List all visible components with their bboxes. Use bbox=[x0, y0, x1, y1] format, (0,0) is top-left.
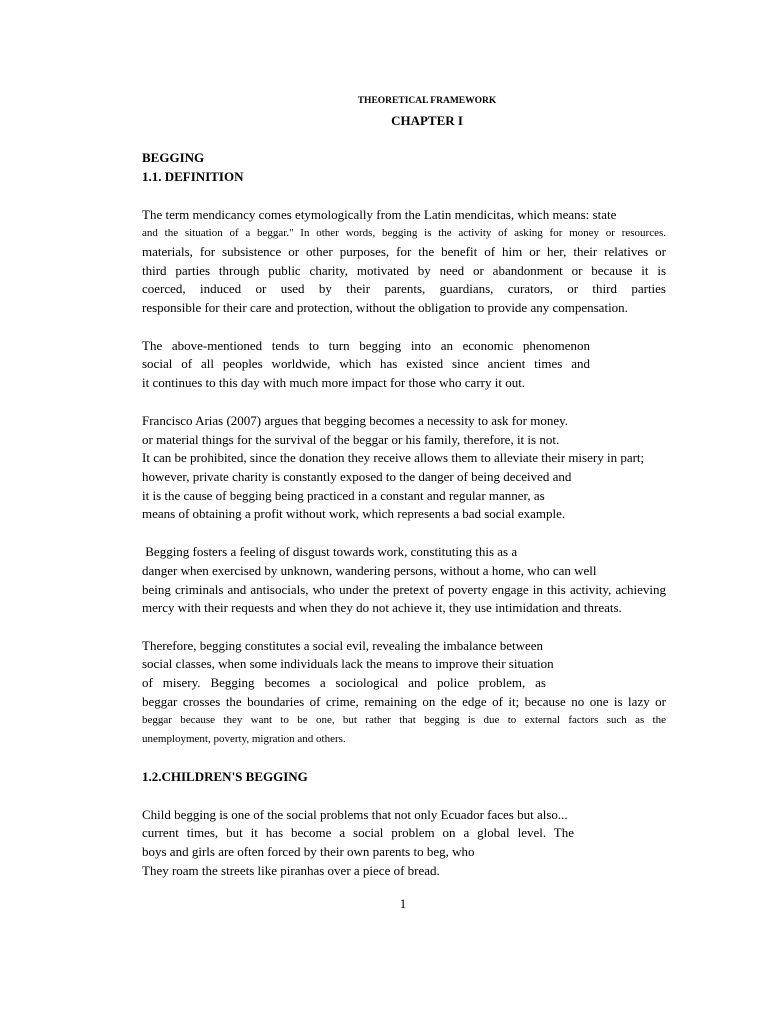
text-line: coerced, induced or used by their parents, guardians, curators, or third parties bbox=[142, 281, 666, 296]
text-line: responsible for their care and protection, without the obligation to provide any compensation. bbox=[142, 300, 628, 315]
text-line: danger when exercised by unknown, wandering persons, without a home, who can well bbox=[142, 563, 597, 578]
text-line: mercy with their requests and when they do not achieve it, they use intimidation and threats. bbox=[142, 600, 622, 615]
text-line: It can be prohibited, since the donation they receive allows them to alleviate their misery in part; bbox=[142, 450, 645, 465]
page-number: 1 bbox=[399, 896, 407, 911]
text-line: beggar crosses the boundaries of crime, remaining on the edge of it; because no one is lazy or bbox=[142, 694, 666, 709]
text-line: The term mendicancy comes etymologically from the Latin mendicitas, which means: state bbox=[142, 207, 617, 222]
text-line: boys and girls are often forced by their own parents to beg, who bbox=[142, 844, 475, 859]
heading-childrens-begging: 1.2.CHILDREN'S BEGGING bbox=[142, 769, 308, 784]
text-line: current times, but it has become a social problem on a global level. The bbox=[142, 825, 574, 840]
text-line: Francisco Arias (2007) argues that begging becomes a necessity to ask for money. bbox=[142, 413, 568, 428]
text-line: of misery. Begging becomes a sociological and police problem, as bbox=[142, 675, 546, 690]
text-line: Begging fosters a feeling of disgust towards work, constituting this as a bbox=[142, 544, 518, 559]
text-line: The above-mentioned tends to turn begging into an economic phenomenon bbox=[142, 338, 590, 353]
text-line: it is the cause of begging being practiced in a constant and regular manner, as bbox=[142, 488, 545, 503]
section-title: THEORETICAL FRAMEWORK bbox=[357, 96, 497, 106]
text-line: being criminals and antisocials, who under the pretext of poverty engage in this activity, achieving bbox=[142, 582, 666, 597]
text-line: and the situation of a beggar." In other words, begging is the activity of asking for money or resources. bbox=[142, 227, 666, 239]
text-line: it continues to this day with much more impact for those who carry it out. bbox=[142, 375, 526, 390]
heading-begging: BEGGING bbox=[142, 150, 205, 165]
heading-definition: 1.1. DEFINITION bbox=[142, 169, 244, 184]
text-line: social of all peoples worldwide, which has existed since ancient times and bbox=[142, 356, 590, 371]
text-line: They roam the streets like piranhas over a piece of bread. bbox=[142, 863, 440, 878]
text-line: unemployment, poverty, migration and others. bbox=[142, 733, 346, 745]
text-line: third parties through public charity, motivated by need or abandonment or because it is bbox=[142, 263, 666, 278]
text-line: social classes, when some individuals lack the means to improve their situation bbox=[142, 656, 554, 671]
text-line: Child begging is one of the social problems that not only Ecuador faces but also... bbox=[142, 807, 568, 822]
text-line: or material things for the survival of the beggar or his family, therefore, it is not. bbox=[142, 432, 560, 447]
text-line: beggar because they want to be one, but rather that begging is due to external factors such as the bbox=[142, 714, 666, 726]
text-line: materials, for subsistence or other purposes, for the benefit of him or her, their relatives or bbox=[142, 244, 666, 259]
text-line: means of obtaining a profit without work, which represents a bad social example. bbox=[142, 506, 566, 521]
chapter-title: CHAPTER I bbox=[391, 113, 463, 128]
text-line: however, private charity is constantly exposed to the danger of being deceived and bbox=[142, 469, 572, 484]
text-line: Therefore, begging constitutes a social evil, revealing the imbalance between bbox=[142, 638, 544, 653]
